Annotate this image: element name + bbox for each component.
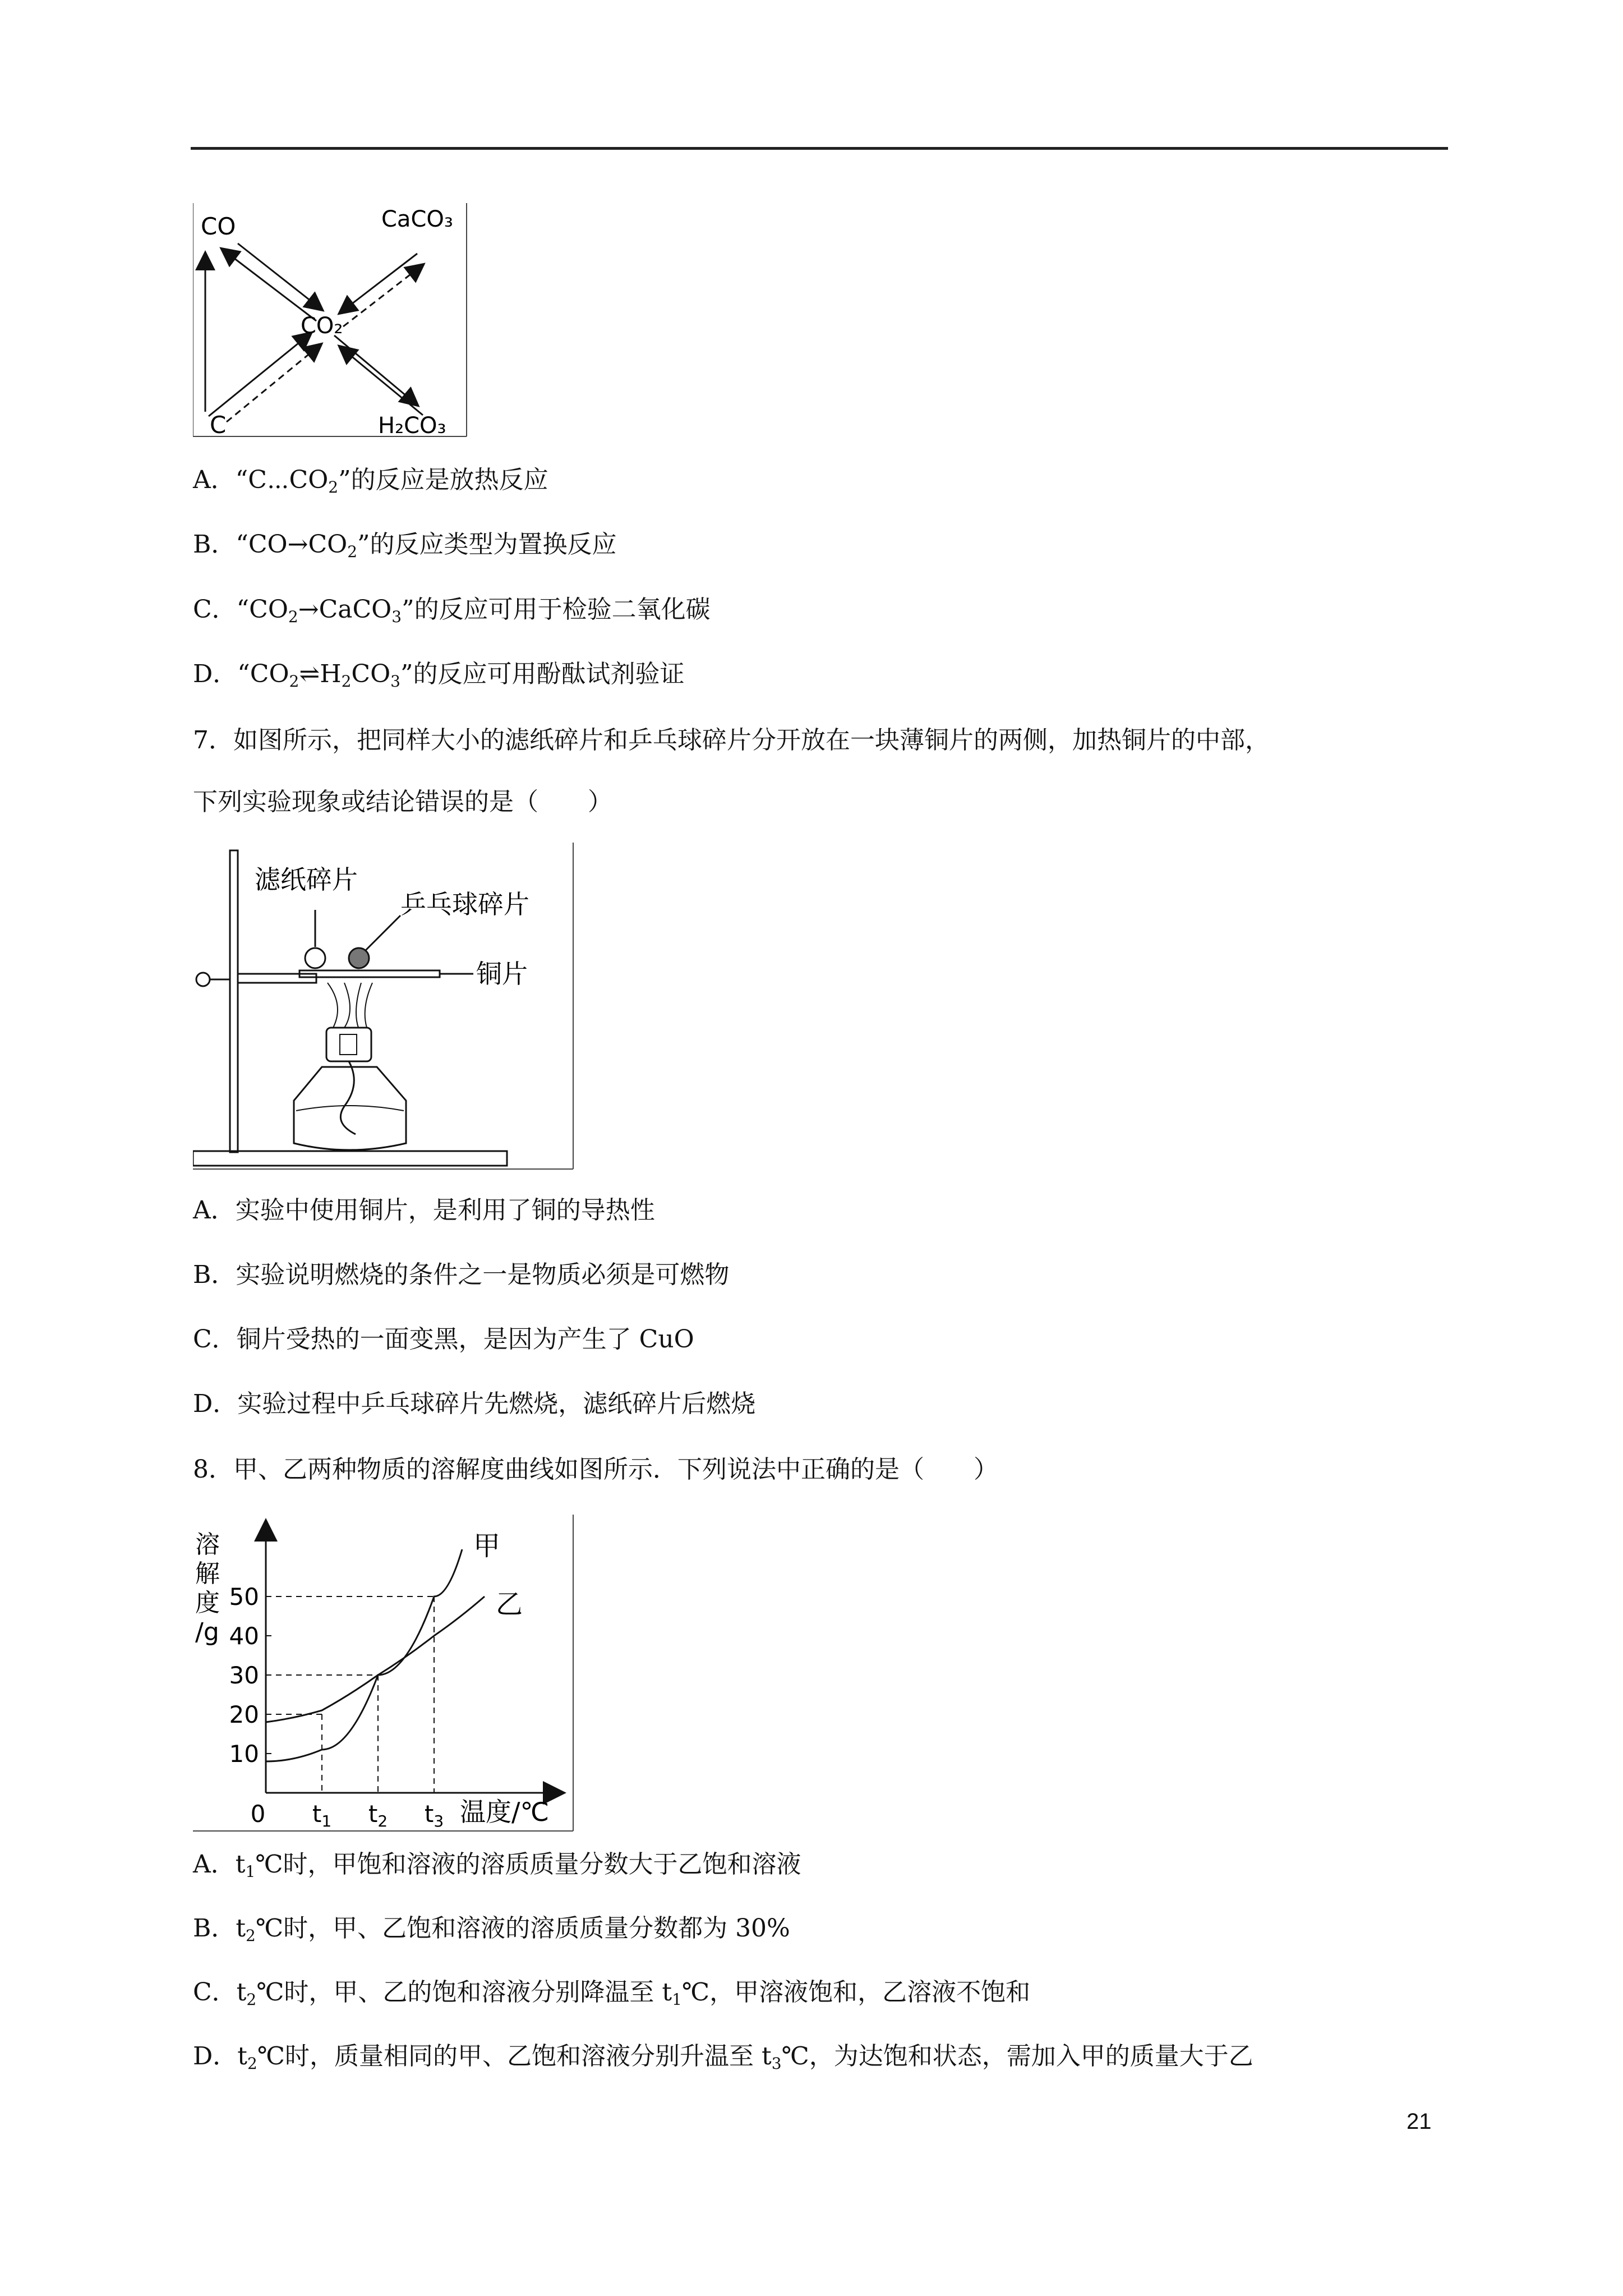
label-copper: 铜片 [476,959,528,989]
carbon-conversion-diagram [193,203,468,438]
x-tick-label-1: t1 [312,1800,332,1830]
y-tick-label-50: 50 [229,1583,259,1611]
y-tick-label-10: 10 [229,1740,259,1768]
q6-option-a: A．“$C\cdots CO_2$”的反应是放热反应 [193,466,548,496]
x-tick-label-0: 0 [250,1800,266,1828]
series-line-1 [266,1596,485,1722]
q6-option-c: C．“$CO_2\to CaCO_3$”的反应可用于检验二氧化碳 [193,595,711,626]
node-co: CO [201,213,236,240]
q7-option-c: C．铜片受热的一面变黑，是因为产生了 CuO [193,1325,694,1354]
node-co2: CO₂ [301,313,343,339]
q7-stem-line1: 7．如图所示，把同样大小的滤纸碎片和乒乓球碎片分开放在一块薄铜片的两侧，加热铜片的中部， [193,726,1270,754]
page-number: 21 [1407,2109,1432,2134]
q8-option-b: B．$t_2℃$时，甲、乙饱和溶液的溶质质量分数都为 30% [193,1914,790,1945]
q8-option-d: D．$t_2℃$时，质量相同的甲、乙饱和溶液分别升温至 $t_3℃$，为达饱和状态，需加入甲的质量大于乙 [193,2042,1253,2073]
q7-option-b: B．实验说明燃烧的条件之一是物质必须是可燃物 [193,1260,730,1289]
solubility-chart [193,1515,574,1832]
combustion-experiment-figure [193,843,574,1170]
x-tick-label-2: t2 [368,1800,388,1830]
x-axis-label: 温度/℃ [460,1797,550,1827]
node-c: C [210,411,227,438]
q8-option-a: A．$t_1℃$时，甲饱和溶液的溶质质量分数大于乙饱和溶液 [193,1850,801,1881]
y-axis-label: 溶 解 度 /g [195,1530,220,1646]
q7-option-a: A．实验中使用铜片，是利用了铜的导热性 [193,1196,655,1225]
q7-stem-line2: 下列实验现象或结论错误的是（ ） [193,788,612,816]
series-line-0 [266,1549,462,1761]
y-tick-label-40: 40 [229,1622,259,1650]
x-tick-label-3: t3 [424,1800,444,1830]
label-filter-paper: 滤纸碎片 [255,864,358,895]
q8-option-c: C．$t_2℃$时，甲、乙的饱和溶液分别降温至 $t_1℃$，甲溶液饱和，乙溶液不饱和 [193,1978,1031,2009]
series-label-1: 乙 [496,1589,523,1620]
header-rule [191,147,1448,150]
q8-stem: 8．甲、乙两种物质的溶解度曲线如图所示．下列说法中正确的是（ ） [193,1455,998,1484]
q7-option-d: D．实验过程中乒乓球碎片先燃烧，滤纸碎片后燃烧 [193,1389,756,1418]
label-pingpong: 乒乓球碎片 [400,889,529,919]
series-label-0: 甲 [473,1530,501,1562]
y-tick-label-20: 20 [229,1701,259,1728]
y-tick-label-30: 30 [229,1662,259,1689]
node-h2co3: H₂CO₃ [378,413,446,438]
node-caco3: CaCO₃ [381,206,453,232]
q6-option-d: D．“$CO_2\rightleftharpoons H_2CO_3$”的反应可用酚酞试剂验证 [193,660,685,691]
q6-option-b: B．“$CO\to CO_2$”的反应类型为置换反应 [193,530,617,561]
